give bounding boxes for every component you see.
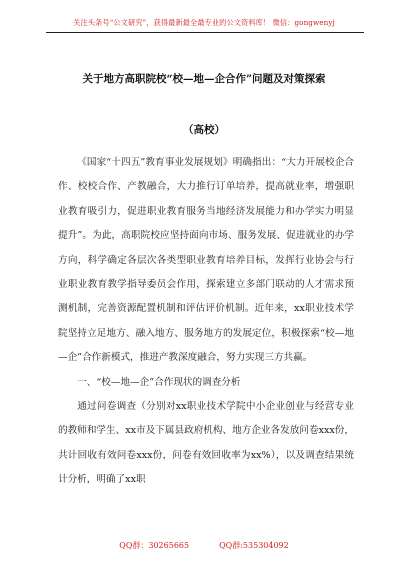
document-body [58, 151, 354, 493]
footer [0, 540, 408, 551]
footer-qq-group-2: QQ群:535304092 [219, 541, 289, 550]
footer-qq-group-1: QQ群：30265665 [119, 541, 190, 550]
header-note: 关注头条号“公文研究”，获得最新最全最专业的公文资料库！ 微信：gongwenyj [73, 18, 335, 27]
header-divider [46, 32, 364, 33]
body-paragraph: 《国家“十四五”教育事业发展规划》明确指出：“大力开展校企合作、校校合作、产教融合，大力推行订单培养，提高就业率，增强职业教育吸引力，促进职业教育服务当地经济发展能力和办学实力明显提升”。为此，高职院校应坚持面向市场、服务发展、促进就业的办学方向，科学确定各层次各类型职业教育培养目标，发挥行业协会与行业职业教育教学指导委员会作用，探索建立多部门联动的人才需求预测机制，完善资源配置机制和评估评价机制。近年来，xx职业技术学院坚持立足地方、融入地方、服务地方的发展定位，积极探索“校—地—企”合作新模式，推进产教深度融合，努力实现三方共赢。 [58, 157, 354, 364]
section-heading: 一、“校—地—企”合作现状的调查分析 [77, 376, 241, 388]
document-title: 关于地方高职院校“校—地—企合作”问题及对策探索 [82, 73, 326, 85]
document-subtitle: （高校） [183, 124, 225, 136]
body-paragraph: 通过问卷调查（分别对xx职业技术学院中小企业创业与经营专业的教师和学生、xx市及下属县政府机构、地方企业各发放问卷xxx份，共计回收有效问卷xxx份，问卷有效回收率为xx%），以及调查结果统计分析，明确了xx职 [58, 401, 354, 486]
